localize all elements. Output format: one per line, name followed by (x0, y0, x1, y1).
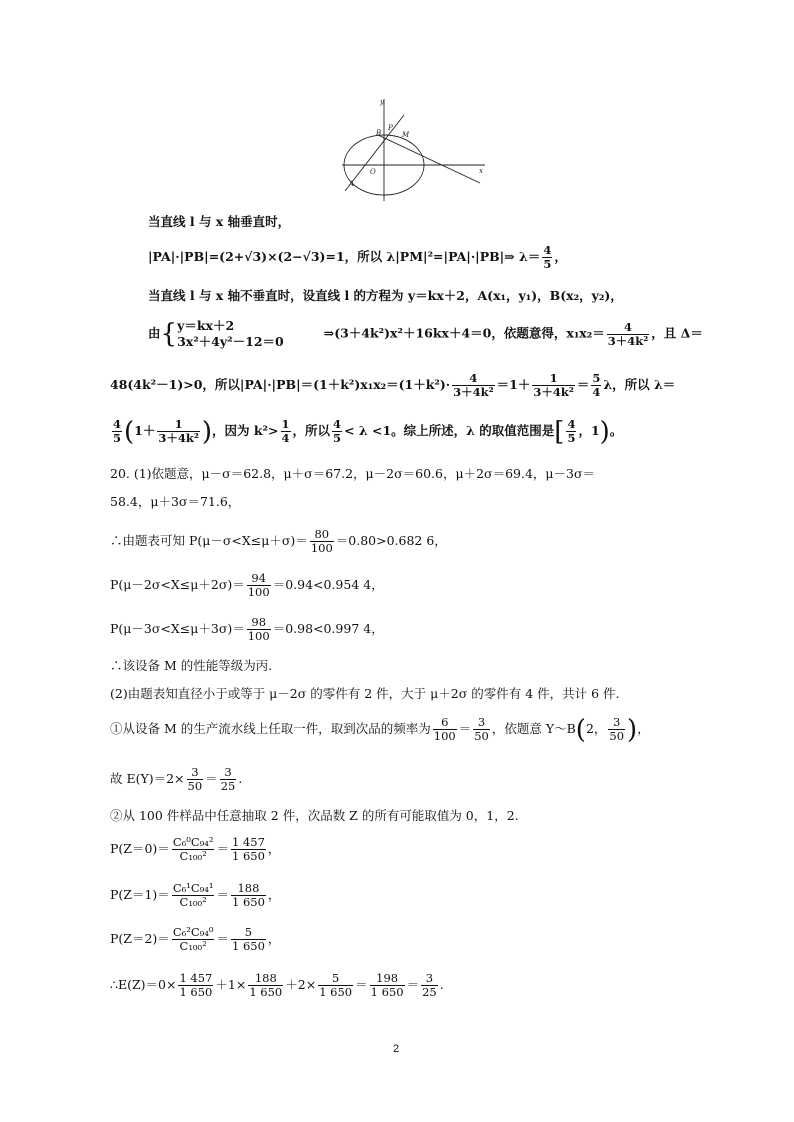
fraction: $\frac{4}{5}$ (567, 417, 576, 445)
right-paren-icon: ) (201, 416, 213, 447)
line-15: 故 E(Y)＝2× $\frac{3}{50}$ ＝ $\frac{3}{25}$ . (110, 765, 243, 793)
tangent-line (378, 135, 480, 183)
label-O: O (370, 168, 376, 176)
fraction: $\frac{1 457}{1 650}$ (179, 971, 213, 999)
line-4: 由{ y＝kx＋2 3x²＋4y²－12＝0 ⇒(3＋4k²)x²＋16kx＋4＝0，依题意得，x₁x₂＝ $\frac{4}{\text{3＋4k²}}$ ，且 Δ＝ (148, 318, 703, 349)
fraction: $\frac{3}{50}$ (609, 715, 625, 743)
fraction: $\frac{6}{100}$ (433, 715, 456, 743)
fraction: $\frac{4}{5}$ (333, 417, 342, 445)
fraction: $\frac{1}{4}$ (281, 417, 290, 445)
line-1: 当直线 l 与 x 轴垂直时， (148, 214, 291, 229)
fraction: $\frac{5}{1 650}$ (319, 971, 353, 999)
line-3: 当直线 l 与 x 轴不垂直时，设直线 l 的方程为 y＝kx＋2，A(x₁，y₁)，B(x₂，y₂)， (148, 288, 623, 303)
line-12: ∴该设备 M 的性能等级为丙. (110, 658, 273, 673)
line-10: P(μ－2σ<X≤μ＋2σ)＝ $\frac{94}{100}$ ＝0.94<0.954 4， (110, 571, 384, 599)
line-6: $\frac{4}{5}$ (1＋ $\frac{1}{\text{3＋4k²}}$ )，因为 k²> $\frac{1}{4}$ ，所以 $\frac{4}{5}$ < λ <1。综上所述，λ 的取值范围是[ $\frac{4}{5}$ ，1)。 (113, 416, 623, 447)
left-paren-icon: ( (575, 714, 586, 745)
left-brace-icon: { (160, 319, 178, 349)
fraction: $\frac{188}{1 650}$ (231, 881, 265, 909)
line-18: P(Z＝1)＝ $\frac{\text{C₆¹C₉₄¹}}{\text{C₁₀₀²}}$ ＝ $\frac{188}{1 650}$ ， (110, 881, 281, 909)
fraction: $\frac{\text{C₆¹C₉₄¹}}{\text{C₁₀₀²}}$ (172, 881, 214, 909)
left-bracket-icon: [ (554, 416, 565, 447)
fraction: $\frac{4}{\text{3＋4k²}}$ (607, 319, 649, 348)
right-paren-icon: ) (627, 714, 638, 745)
ellipse-figure (340, 95, 490, 203)
fraction: $\frac{4}{5}$ (543, 243, 552, 271)
line-17: P(Z＝0)＝ $\frac{\text{C₆⁰C₉₄²}}{\text{C₁₀₀²}}$ ＝ $\frac{1 457}{1 650}$ ， (110, 835, 281, 863)
line-2: |PA|·|PB|=(2+√3)×(2−√3)=1，所以 λ|PM|²=|PA|·|PB|⇒ λ＝ $\frac{4}{5}$ ， (148, 243, 567, 271)
fraction: $\frac{4}{5}$ (113, 417, 122, 445)
fraction: $\frac{94}{100}$ (247, 571, 270, 599)
line-5: 48(4k²－1)>0，所以|PA|·|PB|＝(1＋k²)x₁x₂＝(1＋k²)· $\frac{4}{\text{3＋4k²}}$ ＝1＋ $\frac{1}{\text{3＋4k²}}$ ＝ $\frac{5}{4}$ λ，所以 λ＝ (110, 371, 676, 399)
label-B: B (376, 129, 382, 137)
fraction: $\frac{1}{\text{3＋4k²}}$ (158, 417, 199, 445)
line-9: ∴由题表可知 P(μ－σ<X≤μ＋σ)＝ $\frac{80}{100}$ ＝0.80>0.682 6， (110, 527, 447, 555)
fraction: $\frac{3}{25}$ (220, 765, 236, 793)
label-P: P (388, 124, 393, 132)
fraction: $\frac{3}{50}$ (187, 765, 203, 793)
line-8: 58.4，μ＋3σ＝71.6， (110, 494, 241, 509)
label-y: y (380, 98, 384, 106)
line-11: P(μ－3σ<X≤μ＋3σ)＝ $\frac{98}{100}$ ＝0.98<0.997 4， (110, 615, 384, 643)
line-20: ∴E(Z)＝0× $\frac{1 457}{1 650}$ ＋1× $\frac{188}{1 650}$ ＋2× $\frac{5}{1 650}$ ＝ $\frac{198}{1 650}$ ＝ $\frac{3}{25}$ . (110, 971, 444, 999)
line-14: ①从设备 M 的生产流水线上任取一件，取到次品的频率为 $\frac{6}{100}$ ＝ $\frac{3}{50}$ ，依题意 Y～B(2， $\frac{3}{50}$ )， (110, 714, 650, 745)
line-19: P(Z＝2)＝ $\frac{\text{C₆²C₉₄⁰}}{\text{C₁₀₀²}}$ ＝ $\frac{5}{1 650}$ ， (110, 925, 281, 953)
label-M: M (402, 131, 410, 139)
fraction: $\frac{3}{50}$ (474, 715, 489, 743)
fraction: $\frac{4}{\text{3＋4k²}}$ (453, 371, 494, 399)
left-paren-icon: ( (124, 416, 135, 447)
fraction: $\frac{1}{\text{3＋4k²}}$ (533, 371, 574, 399)
fraction: $\frac{\text{C₆²C₉₄⁰}}{\text{C₁₀₀²}}$ (172, 925, 214, 953)
fraction: $\frac{3}{25}$ (422, 971, 437, 999)
fraction: $\frac{1 457}{1 650}$ (231, 835, 265, 863)
fraction: $\frac{5}{1 650}$ (231, 925, 265, 953)
line-13: (2)由题表知直径小于或等于 μ－2σ 的零件有 2 件，大于 μ＋2σ 的零件有 4 件，共计 6 件. (110, 686, 620, 701)
label-A: A (349, 180, 355, 188)
right-paren-icon: ) (599, 416, 610, 447)
equation-system: y＝kx＋2 3x²＋4y²－12＝0 (177, 318, 284, 349)
fraction: $\frac{198}{1 650}$ (370, 971, 404, 999)
fraction: $\frac{188}{1 650}$ (249, 971, 283, 999)
fraction: $\frac{\text{C₆⁰C₉₄²}}{\text{C₁₀₀²}}$ (172, 835, 214, 863)
line-16: ②从 100 件样品中任意抽取 2 件，次品数 Z 的所有可能取值为 0，1，2. (110, 808, 519, 823)
page-number: 2 (393, 1043, 400, 1055)
label-x: x (479, 167, 483, 175)
fraction: $\frac{98}{100}$ (247, 615, 270, 643)
line-7: 20. (1)依题意，μ－σ＝62.8，μ＋σ＝67.2，μ－2σ＝60.6，μ＋2σ＝69.4，μ－3σ＝ (110, 466, 596, 481)
fraction: $\frac{5}{4}$ (592, 371, 601, 399)
fraction: $\frac{80}{100}$ (310, 527, 333, 555)
